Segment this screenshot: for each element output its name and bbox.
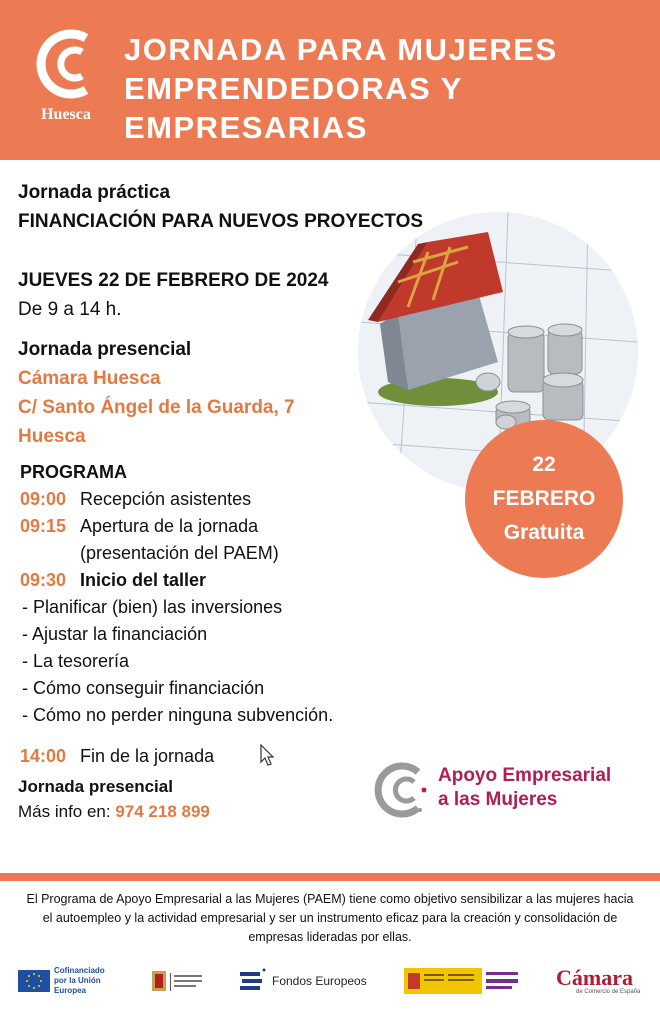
intro-topic: FINANCIACIÓN PARA NUEVOS PROYECTOS (18, 211, 424, 232)
camara-espana-logo (556, 958, 640, 1004)
camara-huesca-logo (30, 22, 110, 132)
program-item (20, 486, 460, 513)
event-hours: De 9 a 14 h. (18, 299, 122, 320)
program-text: Recepción asistentes (80, 489, 252, 509)
program-bullet: - Planificar (bien) las inversiones (22, 597, 283, 617)
camara-c-logo-icon (30, 22, 110, 106)
program-text: Fin de la jornada (80, 746, 215, 766)
program-bullet: - Ajustar la financiación (22, 624, 208, 644)
contact-block (18, 774, 210, 824)
program-bullet: - Cómo no perder ninguna subvención. (22, 705, 334, 725)
contact-line (18, 799, 210, 824)
paem-line1: Apoyo Empresarial (438, 765, 612, 786)
contact-label: Más info en: (18, 802, 111, 821)
date-badge (465, 420, 623, 578)
program-time: 09:00 (20, 489, 67, 509)
title-line: EMPRESARIAS (124, 110, 368, 145)
program-time: 09:15 (20, 516, 67, 536)
logo-city: Huesca (41, 106, 91, 123)
program-time: 09:30 (20, 570, 67, 590)
footer-description: El Programa de Apoyo Empresarial a las Mujeres (PAEM) tiene como objetivo sensibilizar a las mujeres hacia el autoempleo y la actividad empresarial y ser un instrumento eficaz para la creación y consolidación de empresas lideradas por ellas. (26, 892, 634, 944)
camara-logo-text: Cámara (556, 965, 633, 990)
program-section (20, 459, 460, 770)
fondos-europeos-icon (236, 966, 268, 996)
venue-city: Huesca (18, 426, 86, 447)
title-line: JORNADA PARA MUJERES (124, 32, 558, 67)
program-subtext: (presentación del PAEM) (80, 543, 279, 563)
instituto-mujeres-logo (404, 958, 522, 1004)
ministry-logo (148, 958, 208, 1004)
contact-phone[interactable]: 974 218 899 (115, 802, 210, 821)
mouse-cursor-icon (260, 744, 276, 768)
fondos-europeos-logo (236, 958, 367, 1004)
event-date: JUEVES 22 DE FEBRERO DE 2024 (18, 270, 329, 291)
program-text: Inicio del taller (80, 570, 207, 590)
program-item (20, 567, 460, 594)
program-item (20, 513, 460, 540)
venue-street: C/ Santo Ángel de la Guarda, 7 (18, 397, 295, 418)
page-title (124, 30, 644, 147)
venue-mode: Jornada presencial (18, 339, 192, 360)
program-time: 14:00 (20, 746, 67, 766)
paem-c-logo-icon (374, 760, 434, 820)
badge-day: 22 (532, 453, 556, 476)
fondos-europeos-text: Fondos Europeos (272, 974, 367, 988)
camara-logo-subtext: de Comercio de España (576, 989, 641, 995)
badge-price: Gratuita (503, 521, 585, 544)
paem-logo (374, 760, 644, 820)
header-banner (0, 0, 660, 160)
title-line: EMPRENDEDORAS Y (124, 71, 463, 106)
sponsor-logos (0, 958, 660, 1004)
program-text: Apertura de la jornada (80, 516, 259, 536)
venue-place: Cámara Huesca (18, 368, 161, 389)
spain-crest-icon (148, 965, 208, 997)
program-bullet: - La tesorería (22, 651, 130, 671)
eu-logo (18, 958, 118, 1004)
badge-month: FEBRERO (492, 487, 596, 510)
intro-subtitle: Jornada práctica (18, 182, 171, 203)
footer-divider (0, 873, 660, 881)
eu-flag-icon (18, 970, 50, 992)
program-heading: PROGRAMA (20, 462, 127, 482)
contact-mode: Jornada presencial (18, 777, 173, 796)
program-bullet: - Cómo conseguir financiación (22, 678, 265, 698)
gobierno-instituto-mujeres-icon (404, 966, 522, 996)
eu-logo-text: Cofinanciado por la Unión Europea (54, 966, 105, 995)
paem-title (438, 764, 611, 812)
paem-line2: a las Mujeres (438, 789, 558, 810)
